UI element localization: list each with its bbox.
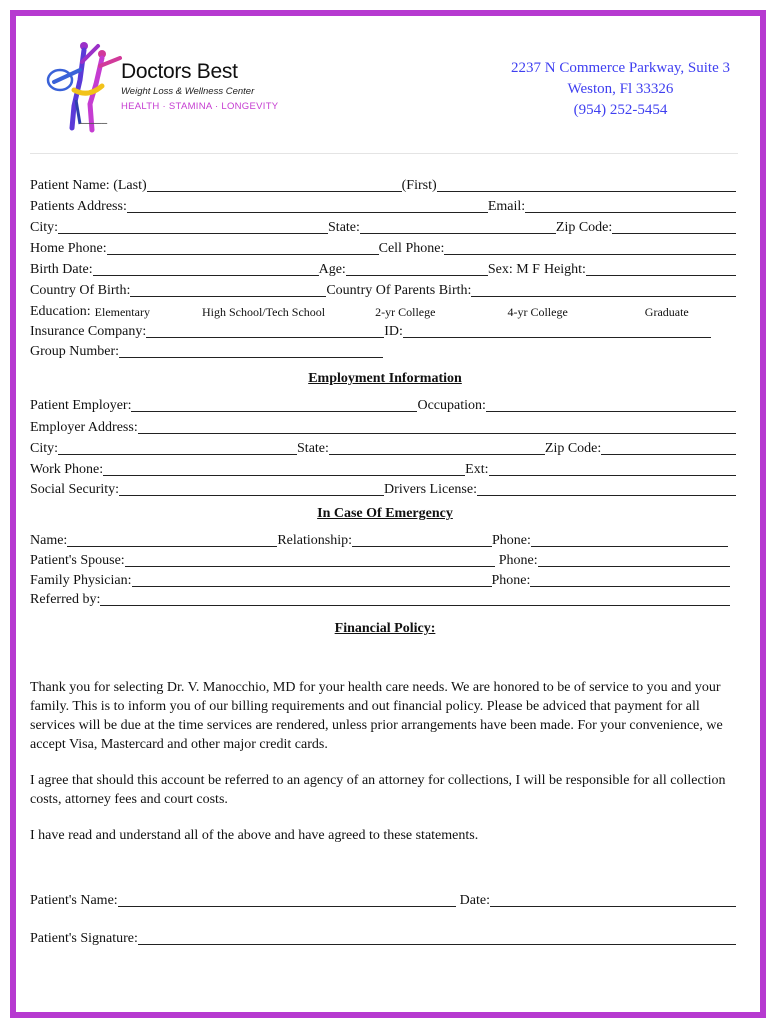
row-city xyxy=(30,218,736,236)
field-age[interactable] xyxy=(346,261,488,276)
field-emergency-name[interactable] xyxy=(67,532,277,547)
row-education xyxy=(30,302,736,320)
row-country xyxy=(30,281,736,299)
label-age: Age: xyxy=(318,262,346,277)
label-patient-address: Patients Address: xyxy=(30,199,127,214)
row-ssn xyxy=(30,480,736,498)
field-height[interactable] xyxy=(586,261,736,276)
field-physician-phone[interactable] xyxy=(530,572,730,587)
field-zip[interactable] xyxy=(612,219,736,234)
edu-option-4yr-college[interactable]: 4-yr College xyxy=(507,305,568,319)
address-line-1: 2237 N Commerce Parkway, Suite 3 xyxy=(511,60,730,76)
row-patient-name xyxy=(30,176,736,194)
label-relationship: Relationship: xyxy=(277,533,352,548)
field-relationship[interactable] xyxy=(352,532,492,547)
row-employer-city xyxy=(30,439,736,457)
field-signature[interactable] xyxy=(138,930,736,945)
label-signature-patient-name: Patient's Name: xyxy=(30,893,118,908)
label-signature: Patient's Signature: xyxy=(30,931,138,946)
label-employer-city: City: xyxy=(30,441,59,456)
label-birth-date: Birth Date: xyxy=(30,262,93,277)
edu-option-graduate[interactable]: Graduate xyxy=(644,305,689,319)
label-ext: Ext: xyxy=(465,462,489,477)
row-employer-address xyxy=(30,418,736,436)
financial-paragraph-2: I agree that should this account be referred to an agency of an attorney for collections, I will be responsible for all collection costs, attorney fees and court costs. xyxy=(30,773,726,807)
label-last-name: Patient Name: (Last) xyxy=(30,178,147,193)
label-physician-phone: Phone: xyxy=(491,573,531,588)
row-phones xyxy=(30,239,736,257)
row-work-phone xyxy=(30,460,736,478)
row-address xyxy=(30,197,736,215)
field-physician[interactable] xyxy=(132,572,492,587)
header-divider xyxy=(30,153,738,154)
label-emergency-phone: Phone: xyxy=(492,533,531,548)
field-work-phone[interactable] xyxy=(103,461,465,476)
field-home-phone[interactable] xyxy=(107,240,379,255)
row-emergency-name xyxy=(30,531,736,549)
label-email: Email: xyxy=(487,199,526,214)
field-date[interactable] xyxy=(490,892,736,907)
label-first-name: (First) xyxy=(401,178,437,193)
field-employer-address[interactable] xyxy=(138,419,736,434)
label-employer-state: State: xyxy=(297,441,329,456)
field-patient-address[interactable] xyxy=(127,198,488,213)
field-emergency-phone[interactable] xyxy=(531,532,728,547)
row-birth xyxy=(30,260,736,278)
label-spouse: Patient's Spouse: xyxy=(30,553,125,568)
label-ssn: Social Security: xyxy=(30,482,120,497)
label-height: Height: xyxy=(543,262,586,277)
logo-subtitle: Weight Loss & Wellness Center xyxy=(121,86,255,97)
edu-option-elementary[interactable]: Elementary xyxy=(94,305,150,319)
label-cell-phone: Cell Phone: xyxy=(378,241,445,256)
field-spouse[interactable] xyxy=(125,552,495,567)
field-email[interactable] xyxy=(525,198,736,213)
field-occupation[interactable] xyxy=(486,397,736,412)
field-state[interactable] xyxy=(360,219,556,234)
field-employer-state[interactable] xyxy=(329,440,545,455)
label-group-number: Group Number: xyxy=(30,344,120,359)
address-line-2: Weston, Fl 33326 xyxy=(567,81,674,97)
field-country-birth[interactable] xyxy=(130,282,326,297)
logo-fine-print: ━━━━━━━━━ xyxy=(80,121,108,127)
row-employer xyxy=(30,396,736,414)
label-emergency-name: Name: xyxy=(30,533,68,548)
clinic-address xyxy=(511,58,730,121)
field-last-name[interactable] xyxy=(147,177,402,192)
address-phone: (954) 252-5454 xyxy=(573,102,668,118)
field-ext[interactable] xyxy=(489,461,737,476)
label-drivers-license: Drivers License: xyxy=(384,482,477,497)
label-occupation: Occupation: xyxy=(417,398,486,413)
label-spouse-phone: Phone: xyxy=(498,553,538,568)
field-referred-by[interactable] xyxy=(100,591,730,606)
label-city: City: xyxy=(30,220,59,235)
label-education: Education: xyxy=(30,304,91,319)
field-employer-zip[interactable] xyxy=(601,440,736,455)
label-home-phone: Home Phone: xyxy=(30,241,107,256)
label-employer-zip: Zip Code: xyxy=(544,441,602,456)
row-referred xyxy=(30,590,736,608)
field-first-name[interactable] xyxy=(437,177,736,192)
label-sex: Sex: M F xyxy=(487,262,540,277)
field-signature-patient-name[interactable] xyxy=(118,892,456,907)
edu-option-high-school[interactable]: High School/Tech School xyxy=(201,305,326,319)
label-zip: Zip Code: xyxy=(555,220,613,235)
label-work-phone: Work Phone: xyxy=(30,462,104,477)
logo-title: Doctors Best xyxy=(121,60,238,83)
financial-paragraph-1: Thank you for selecting Dr. V. Manocchio, MD for your health care needs. We are honored to be of service to you and your family. This is to inform you of our billing requirements and out financial policy. Please be adviced that payment for all services will be due at the time services are rendered, unless prior arrangements have been made. For your convenience, we accept Visa, Mastercard and other major credit cards. xyxy=(30,680,723,752)
row-physician xyxy=(30,571,736,589)
label-physician: Family Physician: xyxy=(30,573,132,588)
field-ssn[interactable] xyxy=(119,481,384,496)
financial-heading: Financial Policy: xyxy=(334,621,436,636)
row-group xyxy=(30,342,736,360)
field-city[interactable] xyxy=(58,219,328,234)
field-cell-phone[interactable] xyxy=(444,240,736,255)
label-country-birth: Country Of Birth: xyxy=(30,283,131,298)
label-country-parents: Country Of Parents Birth: xyxy=(326,283,472,298)
field-employer[interactable] xyxy=(131,397,417,412)
field-drivers-license[interactable] xyxy=(477,481,736,496)
label-referred-by: Referred by: xyxy=(30,592,101,607)
row-insurance xyxy=(30,322,736,340)
field-birth-date[interactable] xyxy=(93,261,319,276)
label-insurance-id: ID: xyxy=(384,324,403,339)
row-spouse xyxy=(30,551,736,569)
label-insurance: Insurance Company: xyxy=(30,324,147,339)
field-insurance-id[interactable] xyxy=(403,323,711,338)
edu-option-2yr-college[interactable]: 2-yr College xyxy=(375,305,436,319)
row-signature xyxy=(30,929,736,947)
field-spouse-phone[interactable] xyxy=(538,552,730,567)
field-insurance[interactable] xyxy=(146,323,384,338)
label-date: Date: xyxy=(459,893,490,908)
row-patient-signature-name xyxy=(30,891,736,909)
field-employer-city[interactable] xyxy=(58,440,297,455)
field-group-number[interactable] xyxy=(119,343,383,358)
logo-tagline: HEALTH · STAMINA · LONGEVITY xyxy=(121,101,279,112)
emergency-heading: In Case Of Emergency xyxy=(317,506,453,521)
label-state: State: xyxy=(328,220,360,235)
label-employer-address: Employer Address: xyxy=(30,420,138,435)
employment-heading: Employment Information xyxy=(308,371,462,386)
field-country-parents[interactable] xyxy=(471,282,736,297)
financial-paragraph-3: I have read and understand all of the above and have agreed to these statements. xyxy=(30,828,479,843)
label-employer: Patient Employer: xyxy=(30,398,132,413)
